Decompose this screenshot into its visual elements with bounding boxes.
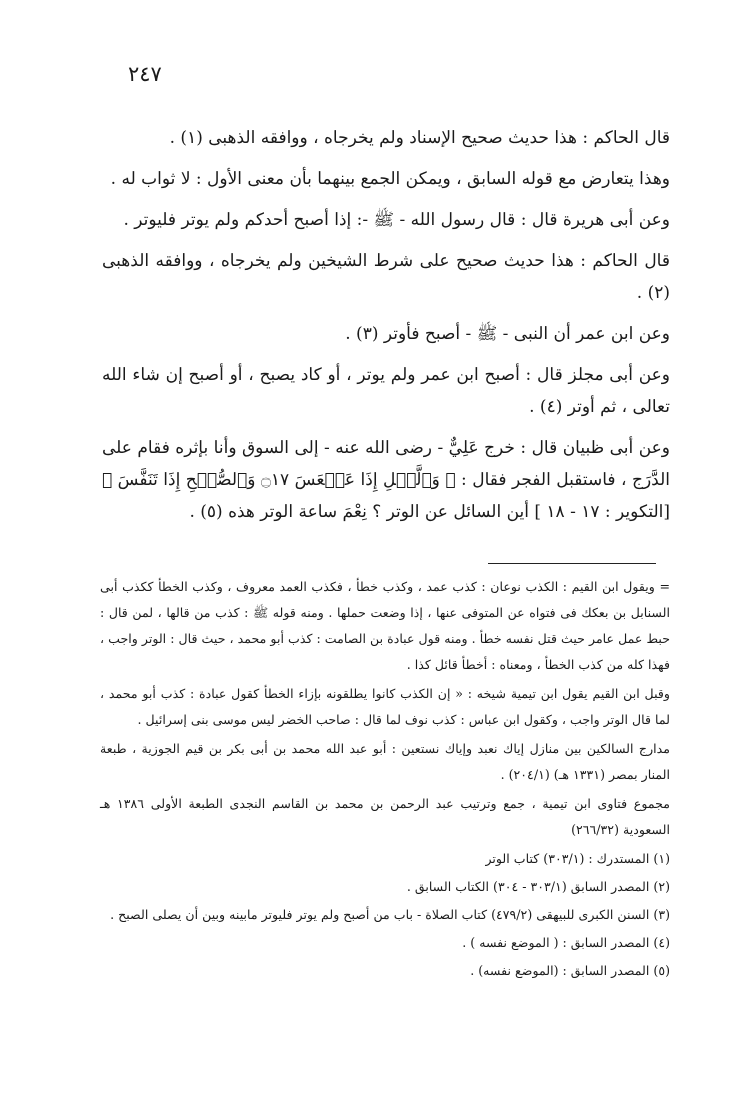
footnotes-section bbox=[100, 574, 670, 986]
paragraph: وعن ابن عمر أن النبى - ﷺ - أصبح فأوتر (٣) . bbox=[345, 324, 670, 344]
note-paragraph: وقبل ابن القيم يقول ابن تيمية شيخه : « إن الكذب كانوا يطلقونه بإزاء الخطأ كقول عبادة : كذب أبو محمد ، لما قال الوتر واجب ، وكقول ابن عباس : كذب نوف لما قال : صاحب الخضر ليس موسى بنى إسرائيل . bbox=[100, 686, 670, 727]
paragraph: وعن أبى ظبيان قال : خرج عَلِيٌّ - رضى الله عنه - إلى السوق وأنا بإثره فقام على الدَّرَج ، فاستقبل الفجر فقال : ﴿ وَٱلَّيۡلِ إِذَا عَسۡعَسَ ۝١٧ وَٱلصُّبۡحِ إِذَا تَنَفَّسَ ﴾ [التكوير : ١٧ - ١٨ ] أين السائل عن الوتر ؟ نِعْمَ ساعة الوتر هذه (٥) . bbox=[102, 438, 670, 522]
note-paragraph: مدارج السالكين بين منازل إياك نعبد وإياك نستعين : أبو عبد الله محمد بن أبى بكر بن قيم الجوزية ، طبعة المنار بمصر (١٣٣١ هـ) (٢٠٤/١) . bbox=[100, 741, 670, 782]
paragraph: قال الحاكم : هذا حديث صحيح الإسناد ولم يخرجاه ، ووافقه الذهبى (١) . bbox=[169, 128, 670, 148]
footnote: (٣) السنن الكبرى للبيهقى (٤٧٩/٢) كتاب الصلاة - باب من أصبح ولم يوتر فليوتر مابينه وبين أن يصلى الصبح . bbox=[110, 907, 670, 922]
page-number: ٢٤٧ bbox=[128, 62, 162, 86]
note-paragraph: = ويقول ابن القيم : الكذب نوعان : كذب عمد ، وكذب خطأ ، فكذب العمد معروف ، وكذب الخطأ ككذب أبى السنابل بن بعكك فى فتواه عن المتوفى عنها ، إذا وضعت حملها . ومنه قوله ﷺ : كذب من قالها ، لمن قال : حبط عمل عامر حيث قتل نفسه خطأ . ومنه قول عبادة بن الصامت : كذب أبو محمد ، حيث قال : الوتر واجب ، فهذا كله من كذب الخطأ ، ومعناه : أخطأ قائل كذا . bbox=[100, 579, 670, 672]
paragraph: وعن أبى هريرة قال : قال رسول الله - ﷺ -: إذا أصبح أحدكم ولم يوتر فليوتر . bbox=[123, 210, 670, 230]
footnote: (٤) المصدر السابق : ( الموضع نفسه ) . bbox=[462, 935, 670, 950]
main-text bbox=[102, 122, 670, 528]
paragraph: وعن أبى مجلز قال : أصبح ابن عمر ولم يوتر ، أو كاد يصبح ، أو أصبح إن شاء الله تعالى ، ثم أوتر (٤) . bbox=[102, 365, 670, 417]
paragraph: قال الحاكم : هذا حديث صحيح على شرط الشيخين ولم يخرجاه ، ووافقه الذهبى (٢) . bbox=[102, 251, 670, 303]
footnote: (٢) المصدر السابق (٣٠٣/١ - ٣٠٤) الكتاب السابق . bbox=[406, 879, 670, 894]
footnote-separator bbox=[488, 563, 656, 564]
footnote: (١) المستدرك : (٣٠٣/١) كتاب الوتر bbox=[485, 851, 670, 866]
footnote: (٥) المصدر السابق : (الموضع نفسه) . bbox=[470, 963, 670, 978]
note-paragraph: مجموع فتاوى ابن تيمية ، جمع وترتيب عبد الرحمن بن محمد بن القاسم النجدى الطبعة الأولى ١٣٨٦ هـ السعودية (٢٦٦/٣٢) bbox=[100, 796, 670, 837]
paragraph: وهذا يتعارض مع قوله السابق ، ويمكن الجمع بينهما بأن معنى الأول : لا ثواب له . bbox=[110, 169, 670, 189]
